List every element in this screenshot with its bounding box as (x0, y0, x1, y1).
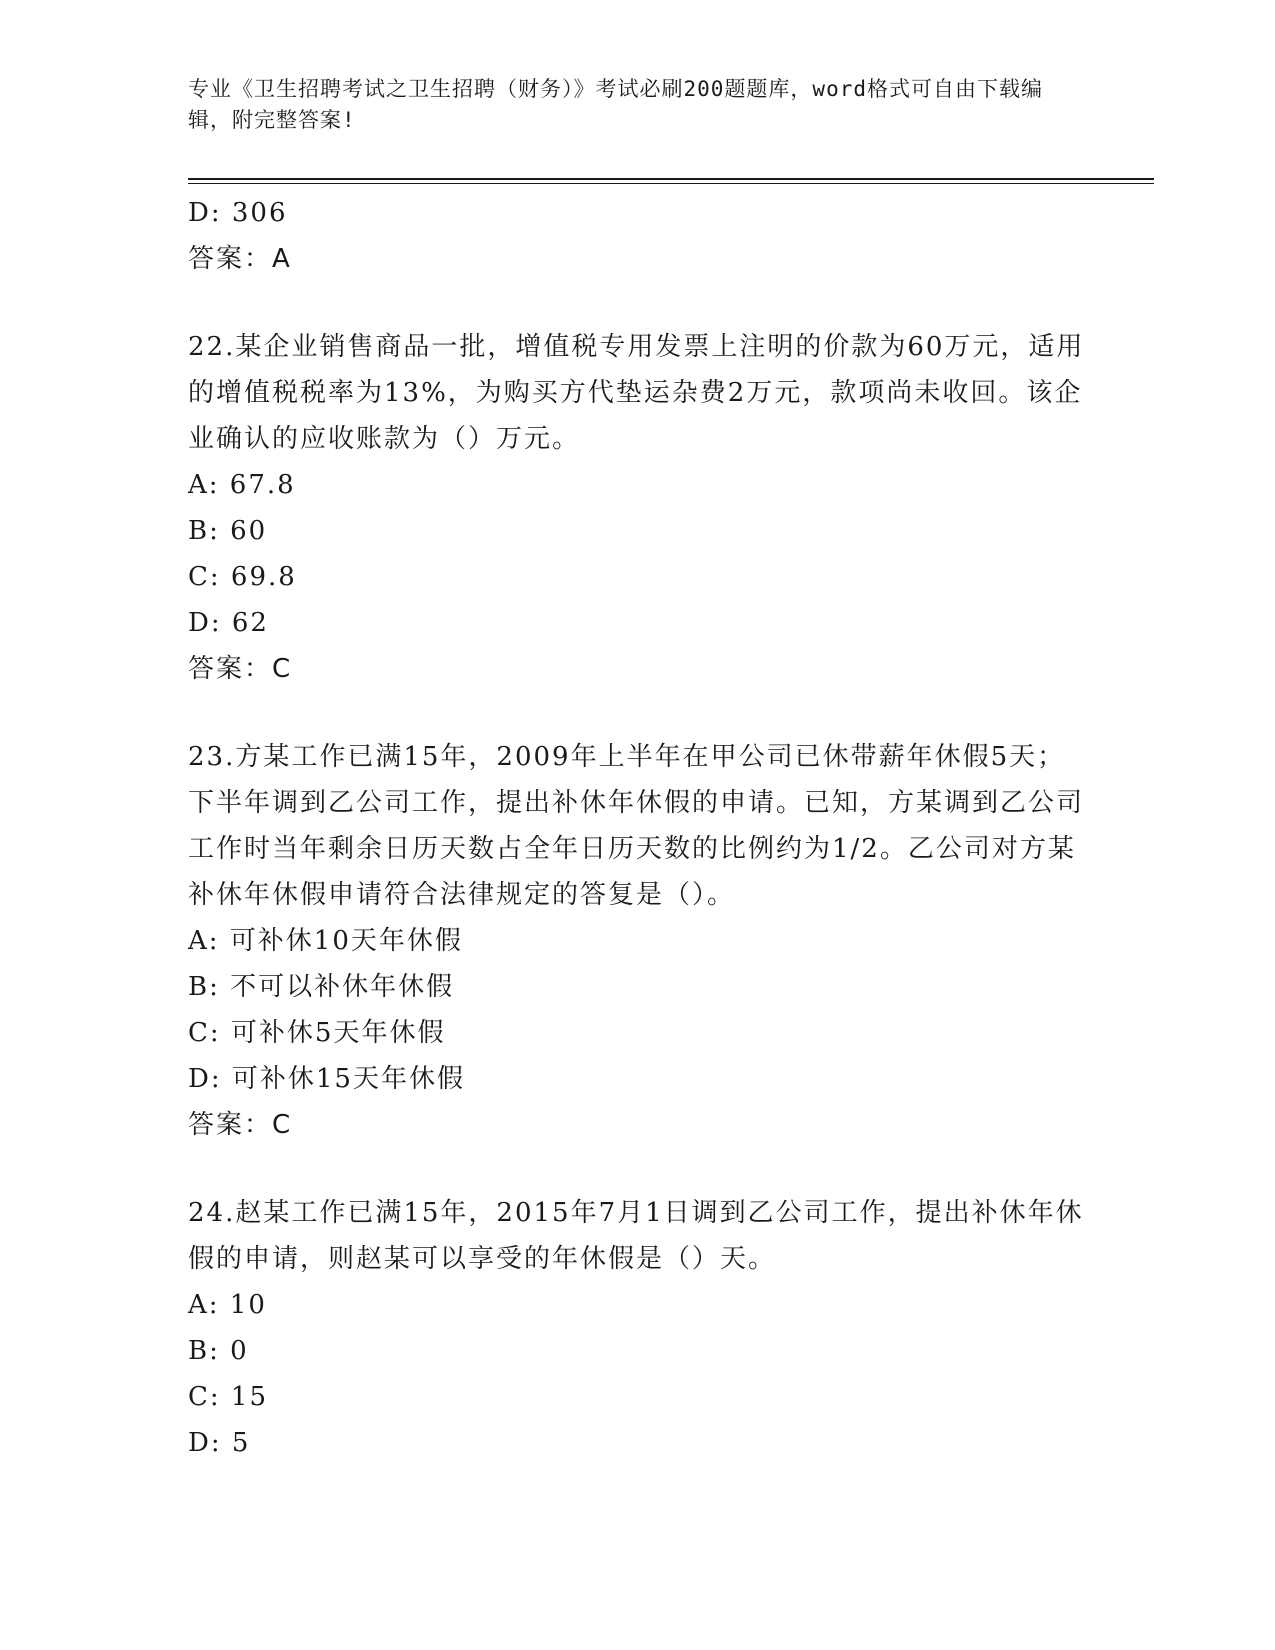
option-c: C: 15 (188, 1382, 269, 1412)
option-a: A: 可补休10天年休假 (188, 926, 463, 956)
header-divider-thin (188, 183, 1154, 184)
option-c: C: 可补休5天年休假 (188, 1018, 446, 1048)
question-stem: 24.赵某工作已满15年，2015年7月1日调到乙公司工作，提出补休年休假的申请，则赵某可以享受的年休假是（）天。 (188, 1198, 1084, 1274)
option-d: D: 5 (188, 1428, 251, 1458)
option-b: B: 60 (188, 516, 268, 546)
question-block-21 (188, 190, 1088, 282)
option-b: B: 不可以补休年休假 (188, 972, 455, 1002)
option-b: B: 0 (188, 1336, 249, 1366)
option-d: D: 62 (188, 608, 269, 638)
answer-line: 答案：C (188, 1110, 293, 1140)
option-d: D: 306 (188, 198, 288, 228)
question-block-24 (188, 1190, 1088, 1466)
answer-line: 答案：C (188, 654, 293, 684)
question-stem: 22.某企业销售商品一批，增值税专用发票上注明的价款为60万元，适用的增值税税率为13%，为购买方代垫运杂费2万元，款项尚未收回。该企业确认的应收账款为（）万元。 (188, 332, 1085, 454)
question-block-23 (188, 734, 1088, 1148)
option-c: C: 69.8 (188, 562, 297, 592)
option-d: D: 可补休15天年休假 (188, 1064, 465, 1094)
option-a: A: 10 (188, 1290, 267, 1320)
spacer (188, 1148, 1088, 1190)
document-header-title: 专业《卫生招聘考试之卫生招聘（财务）》考试必刷200题题库，word格式可自由下载编辑，附完整答案! (188, 77, 1043, 132)
spacer (188, 282, 1088, 324)
answer-line: 答案：A (188, 244, 292, 274)
question-content (188, 190, 1088, 1466)
header-divider-thick (188, 178, 1154, 180)
question-block-22 (188, 324, 1088, 692)
option-a: A: 67.8 (188, 470, 296, 500)
question-stem: 23.方某工作已满15年，2009年上半年在甲公司已休带薪年休假5天；下半年调到乙公司工作，提出补休年休假的申请。已知，方某调到乙公司工作时当年剩余日历天数占全年日历天数的比例约为1/2。乙公司对方某补休年休假申请符合法律规定的答复是（）。 (188, 742, 1085, 910)
spacer (188, 692, 1088, 734)
